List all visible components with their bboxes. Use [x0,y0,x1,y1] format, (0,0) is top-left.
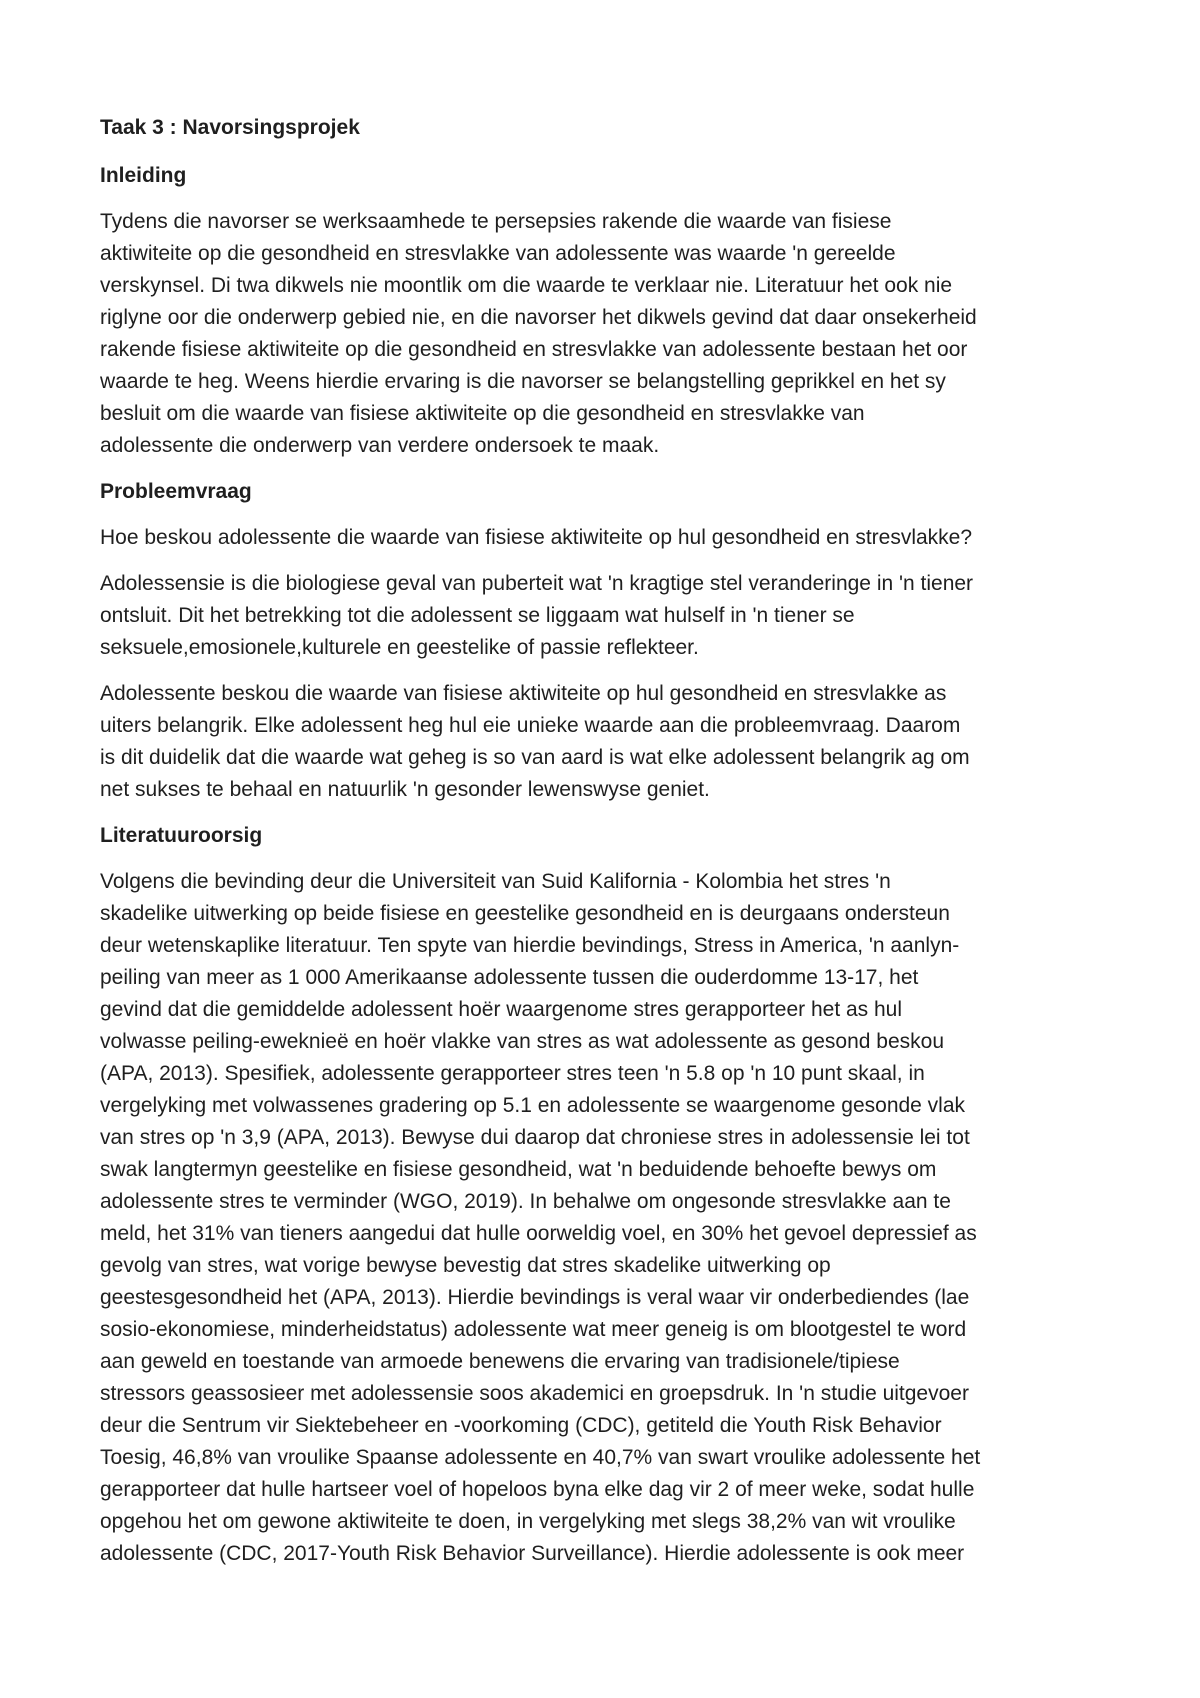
text-line: aktiwiteite op die gesondheid en stresvlakke van adolessente was waarde 'n gereelde [100,242,896,265]
text-line: rakende fisiese aktiwiteite op die gesondheid en stresvlakke van adolessente bestaan het oor [100,338,968,361]
text-line: aan geweld en toestande van armoede benewens die ervaring van tradisionele/tipiese [100,1350,900,1373]
paragraph [100,206,1130,462]
text-line: Hoe beskou adolessente die waarde van fisiese aktiwiteite op hul gesondheid en stresvlakke? [100,526,973,549]
paragraph [100,568,1130,664]
text-line: verskynsel. Di twa dikwels nie moontlik om die waarde te verklaar nie. Literatuur het ook nie [100,274,953,297]
text-line: adolessente (CDC, 2017-Youth Risk Behavior Surveillance). Hierdie adolessente is ook meer [100,1542,965,1565]
text-line: adolessente die onderwerp van verdere ondersoek te maak. [100,434,660,457]
text-line: Toesig, 46,8% van vroulike Spaanse adolessente en 40,7% van swart vroulike adolessente het [100,1446,981,1469]
text-line: vergelyking met volwassenes gradering op 5.1 en adolessente se waargenome gesonde vlak [100,1094,966,1117]
text-line: Volgens die bevinding deur die Universiteit van Suid Kalifornia - Kolombia het stres 'n [100,870,891,893]
text-line: peiling van meer as 1 000 Amerikaanse adolessente tussen die ouderdomme 13-17, het [100,966,919,989]
paragraph [100,678,1130,806]
text-line: seksuele,emosionele,kulturele en geestelike of passie reflekteer. [100,636,699,659]
text-line: uiters belangrik. Elke adolessent heg hul eie unieke waarde aan die probleemvraag. Daarom [100,714,961,737]
text-line: volwasse peiling-eweknieë en hoër vlakke van stres as wat adolessente as gesond beskou [100,1030,944,1053]
text-line: van stres op 'n 3,9 (APA, 2013). Bewyse dui daarop dat chroniese stres in adolessensie lei tot [100,1126,970,1149]
text-line: gerapporteer dat hulle hartseer voel of hopeloos byna elke dag vir 2 of meer weke, sodat hulle [100,1478,975,1501]
text-line: is dit duidelik dat die waarde wat geheg is so van aard is wat elke adolessent belangrik ag om [100,746,970,769]
section-heading: Literatuuroorsig [100,824,263,847]
text-line: riglyne oor die onderwerp gebied nie, en die navorser het dikwels gevind dat daar onsekerheid [100,306,977,329]
text-line: deur die Sentrum vir Siektebeheer en -voorkoming (CDC), getiteld die Youth Risk Behavior [100,1414,942,1437]
text-line: gevolg van stres, wat vorige bewyse bevestig dat stres skadelike uitwerking op [100,1254,831,1277]
text-line: besluit om die waarde van fisiese aktiwiteite op die gesondheid en stresvlakke van [100,402,865,425]
text-line: skadelike uitwerking op beide fisiese en geestelike gesondheid en is deurgaans ondersteun [100,902,950,925]
text-line: stressors geassosieer met adolessensie soos akademici en groepsdruk. In 'n studie uitgevoer [100,1382,969,1405]
text-line: meld, het 31% van tieners aangedui dat hulle oorweldig voel, en 30% het gevoel depressief as [100,1222,977,1245]
text-line: sosio-ekonomiese, minderheidstatus) adolessente wat meer geneig is om blootgestel te word [100,1318,967,1341]
text-line: (APA, 2013). Spesifiek, adolessente gerapporteer stres teen 'n 5.8 op 'n 10 punt skaal, in [100,1062,925,1085]
section-heading: Inleiding [100,164,187,187]
paragraph [100,866,1130,1570]
text-line: deur wetenskaplike literatuur. Ten spyte van hierdie bevindings, Stress in America, 'n aanlyn- [100,934,960,957]
paragraph [100,522,1130,554]
text-line: opgehou het om gewone aktiwiteite te doen, in vergelyking met slegs 38,2% van wit vroulike [100,1510,956,1533]
text-line: adolessente stres te verminder (WGO, 2019). In behalwe om ongesonde stresvlakke aan te [100,1190,951,1213]
text-line: waarde te heg. Weens hierdie ervaring is die navorser se belangstelling geprikkel en het sy [100,370,946,393]
section-heading: Probleemvraag [100,480,252,503]
document-title: Taak 3 : Navorsingsprojek [100,116,360,139]
text-line: Adolessente beskou die waarde van fisiese aktiwiteite op hul gesondheid en stresvlakke as [100,682,947,705]
text-line: gevind dat die gemiddelde adolessent hoër waargenome stres gerapporteer het as hul [100,998,903,1021]
text-line: ontsluit. Dit het betrekking tot die adolessent se liggaam wat hulself in 'n tiener se [100,604,855,627]
text-line: net sukses te behaal en natuurlik 'n gesonder lewenswyse geniet. [100,778,710,801]
document-body [100,112,1130,1584]
text-line: Adolessensie is die biologiese geval van puberteit wat 'n kragtige stel veranderinge in 'n tiener [100,572,974,595]
document-sections [100,160,1130,1570]
text-line: Tydens die navorser se werksaamhede te persepsies rakende die waarde van fisiese [100,210,892,233]
text-line: geestesgesondheid het (APA, 2013). Hierdie bevindings is veral waar vir onderbediendes (lae [100,1286,970,1309]
text-line: swak langtermyn geestelike en fisiese gesondheid, wat 'n beduidende behoefte bewys om [100,1158,937,1181]
